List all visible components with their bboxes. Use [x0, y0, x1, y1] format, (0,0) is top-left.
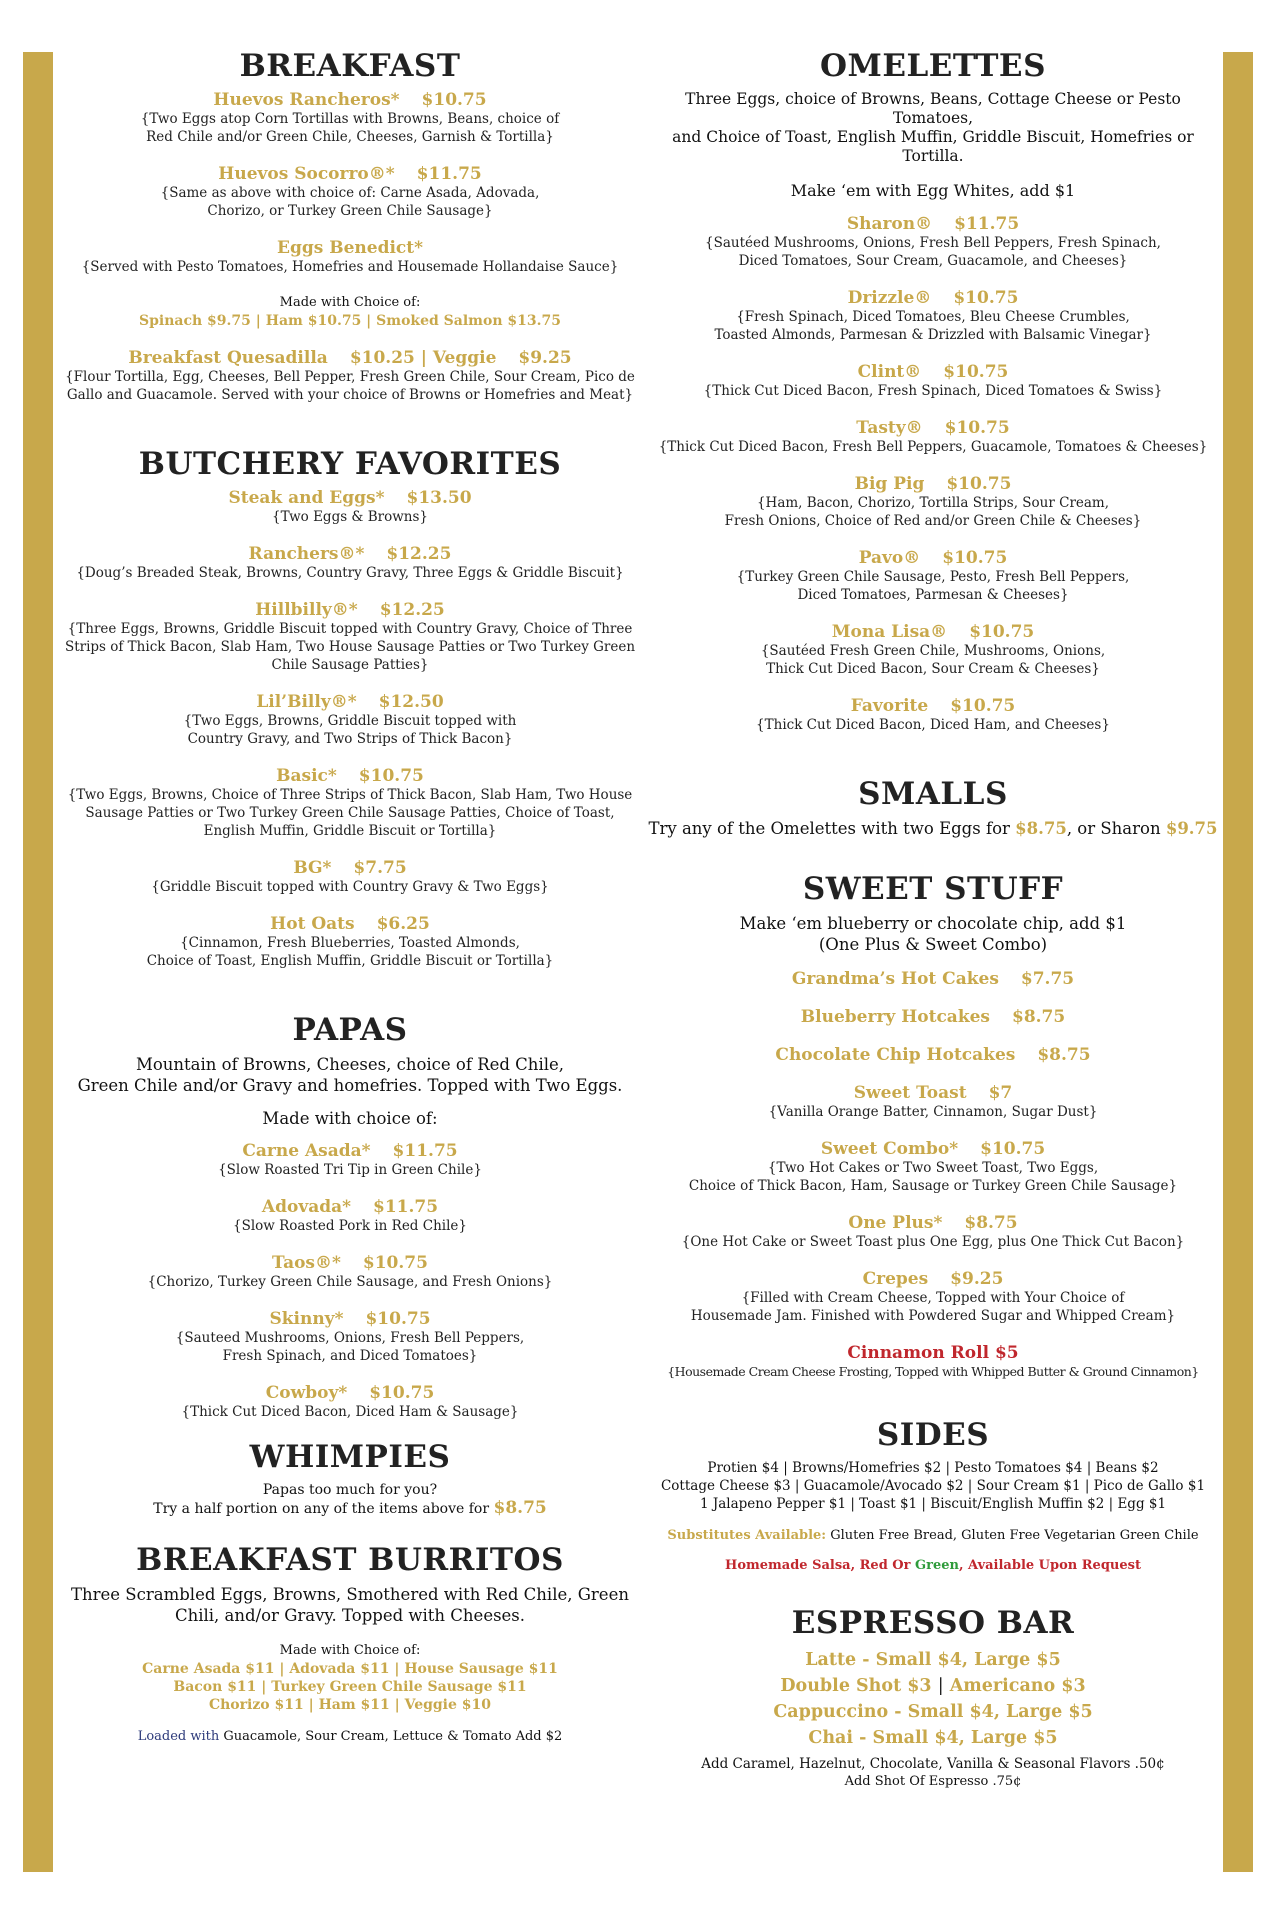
item-title: [60, 488, 640, 508]
sides-section: [648, 1417, 1218, 1575]
item-description: Strips of Thick Bacon, Slab Ham, Two House Sausage Patties or Two Turkey Green: [64, 639, 636, 655]
item-name: Hot Oats: [270, 914, 355, 934]
breakfast-heading: BREAKFAST: [239, 48, 461, 84]
item-description: {Sautéed Fresh Green Chile, Mushrooms, Onions,: [760, 643, 1106, 659]
item-price: $10.75: [362, 1253, 428, 1273]
item-price: $12.25: [386, 544, 452, 564]
item-name: [60, 348, 640, 368]
item-title: [648, 1045, 1218, 1065]
item-price: $10.75: [943, 362, 1009, 382]
item-description: {Two Eggs & Browns}: [271, 509, 429, 525]
papas-made-with: Made with choice of:: [262, 1109, 438, 1128]
papas-section: [60, 1012, 640, 1421]
right-gold-border: [1223, 52, 1253, 1872]
loaded-line: [60, 1728, 640, 1746]
item-name: BG*: [293, 858, 332, 878]
whimpies-price: $8.75: [493, 1498, 547, 1518]
smalls-price1: $8.75: [1015, 819, 1067, 838]
item-name: Ranchers®*: [248, 544, 365, 564]
left-column: [60, 40, 640, 1746]
item-title: [648, 1139, 1218, 1159]
whimpies-line1: Papas too much for you?: [262, 1482, 438, 1498]
item-price: $11.75: [954, 214, 1020, 234]
item-title: [60, 600, 640, 620]
item-name: Taos®*: [272, 1253, 341, 1273]
item-description: {Sauteed Mushrooms, Onions, Fresh Bell Peppers,: [175, 1330, 525, 1346]
item-description: {One Hot Cake or Sweet Toast plus One Egg, plus One Thick Cut Bacon}: [681, 1234, 1185, 1250]
item-name: Grandma’s Hot Cakes: [791, 969, 999, 989]
item-name: Chocolate Chip Hotcakes: [775, 1045, 1016, 1065]
item-title: [648, 362, 1218, 382]
whimpies-line2: [60, 1499, 640, 1518]
benedict-choices: Spinach $9.75 | Ham $10.75 | Smoked Salmon $13.75: [139, 313, 561, 329]
item-description: {Two Eggs, Browns, Griddle Biscuit topped with: [183, 713, 517, 729]
item-name: Clint®: [857, 362, 922, 382]
item-price: $11.75: [373, 1197, 439, 1217]
item-title: [648, 418, 1218, 438]
item-price: $9.25: [950, 1269, 1004, 1289]
sweet-heading: SWEET STUFF: [802, 871, 1064, 907]
item-title: [648, 969, 1218, 989]
flavors-note: Add Caramel, Hazelnut, Chocolate, Vanilla & Seasonal Flavors .50¢: [701, 1756, 1165, 1772]
menu-item: [60, 164, 640, 220]
item-price: $7: [988, 1083, 1013, 1103]
burritos-made-with: Made with Choice of:: [279, 1643, 421, 1658]
shot-line: Double Shot $3 | Americano $3: [780, 1676, 1086, 1696]
item-price: $10.75: [950, 696, 1016, 716]
item-description: Diced Tomatoes, Sour Cream, Guacamole, and Cheeses}: [738, 253, 1128, 269]
menu-item: [648, 969, 1218, 989]
sweet-items: [648, 969, 1218, 1325]
burritos-choices-2: Bacon $11 | Turkey Green Chile Sausage $11: [173, 1679, 527, 1695]
item-title: [648, 288, 1218, 308]
item-description: {Three Eggs, Browns, Griddle Biscuit topped with Country Gravy, Choice of Three: [67, 621, 633, 637]
item-price: $10.75: [969, 622, 1035, 642]
item-name: Mona Lisa®: [831, 622, 948, 642]
item-price: $8.75: [964, 1213, 1018, 1233]
item-name: Cowboy*: [265, 1383, 348, 1403]
left-gold-border: [23, 52, 53, 1872]
menu-item: [60, 914, 640, 970]
item-title: [60, 1309, 640, 1329]
menu-item: [648, 214, 1218, 270]
item-title: [60, 858, 640, 878]
item-name: Sweet Combo*: [820, 1139, 959, 1159]
item-price: $10.75: [942, 548, 1008, 568]
substitutes-label: Substitutes Available:: [667, 1528, 827, 1543]
item-title: [648, 214, 1218, 234]
chai-line: Chai - Small $4, Large $5: [808, 1728, 1058, 1748]
menu-item: [60, 1309, 640, 1365]
menu-item: [60, 1383, 640, 1421]
item-price: $10.75: [946, 474, 1012, 494]
quesadilla-desc-2: Gallo and Guacamole. Served with your choice of Browns or Homefries and Meat}: [66, 387, 634, 403]
item-title: [60, 914, 640, 934]
smalls-line: [648, 818, 1218, 839]
omelettes-intro-1: Three Eggs, choice of Browns, Beans, Cottage Cheese or Pesto Tomatoes,: [685, 90, 1181, 127]
item-price: $10.75: [369, 1383, 435, 1403]
item-description: Chile Sausage Patties}: [271, 657, 429, 673]
item-description: {Thick Cut Diced Bacon, Fresh Spinach, Diced Tomatoes & Swiss}: [703, 383, 1163, 399]
item-name: Tasty®: [856, 418, 923, 438]
item-title: [60, 766, 640, 786]
butchery-heading: BUTCHERY FAVORITES: [138, 446, 562, 482]
item-price: $10.75: [421, 90, 487, 110]
salsa-text-a: Homemade Salsa, Red Or: [725, 1558, 916, 1573]
item-price: $8.75: [1011, 1007, 1066, 1027]
breakfast-choices: [60, 294, 640, 330]
menu-item: [648, 696, 1218, 734]
whimpies-text: Try a half portion on any of the items above for: [153, 1501, 490, 1517]
item-title: [60, 238, 640, 258]
menu-item: [60, 544, 640, 582]
item-description: Fresh Spinach, and Diced Tomatoes}: [222, 1348, 478, 1364]
item-description: {Slow Roasted Tri Tip in Green Chile}: [218, 1162, 482, 1178]
omelettes-section: [648, 48, 1218, 734]
smalls-heading: SMALLS: [858, 776, 1008, 812]
item-name: Sharon®: [846, 214, 933, 234]
menu-item-cinnamon-roll: [648, 1343, 1218, 1381]
menu-item: [60, 238, 640, 276]
menu-item: [60, 1197, 640, 1235]
item-price: $7.75: [353, 858, 407, 878]
papas-intro-1: Mountain of Browns, Cheeses, choice of Red Chile,: [135, 1055, 565, 1074]
item-description: Red Chile and/or Green Chile, Cheeses, Garnish & Tortilla}: [146, 129, 554, 145]
menu-item: [648, 418, 1218, 456]
item-title: [648, 1213, 1218, 1233]
item-name: Hillbilly®*: [255, 600, 358, 620]
menu-item: [648, 1007, 1218, 1027]
item-description: English Muffin, Griddle Biscuit or Tortilla}: [203, 823, 497, 839]
papas-intro-2: Green Chile and/or Gravy and homefries. Topped with Two Eggs.: [77, 1076, 623, 1095]
salsa-text-b: , Available Upon Request: [958, 1558, 1141, 1573]
item-title: [60, 692, 640, 712]
item-title: [648, 548, 1218, 568]
omelettes-heading: OMELETTES: [820, 48, 1046, 84]
item-description: Chorizo, or Turkey Green Chile Sausage}: [207, 203, 493, 219]
burritos-intro-2: Chili, and/or Gravy. Topped with Cheeses.: [174, 1606, 526, 1625]
item-name: Huevos Rancheros*: [213, 90, 400, 110]
breakfast-section: [60, 48, 640, 404]
omelettes-intro-2: and Choice of Toast, English Muffin, Griddle Biscuit, Homefries or Tortilla.: [672, 128, 1194, 165]
item-name: Sweet Toast: [853, 1083, 967, 1103]
item-title: [60, 1253, 640, 1273]
menu-item: [648, 362, 1218, 400]
menu-item: [60, 766, 640, 840]
double-shot: Double Shot $3: [780, 1676, 932, 1696]
menu-item: [648, 1213, 1218, 1251]
item-description: Country Gravy, and Two Strips of Thick Bacon}: [187, 731, 513, 747]
sweet-section: [648, 871, 1218, 1381]
menu-item: [60, 90, 640, 146]
item-title: [648, 696, 1218, 716]
item-description: {Turkey Green Chile Sausage, Pesto, Fresh Bell Peppers,: [736, 569, 1130, 585]
item-description: {Doug’s Breaded Steak, Browns, Country Gravy, Three Eggs & Griddle Biscuit}: [76, 565, 624, 581]
item-price: $11.75: [416, 164, 482, 184]
menu-item: [60, 858, 640, 896]
item-price: $12.50: [378, 692, 444, 712]
item-name: Big Pig: [854, 474, 925, 494]
substitutes-text: Gluten Free Bread, Gluten Free Vegetarian Green Chile: [830, 1528, 1199, 1543]
loaded-label: Loaded with: [137, 1729, 220, 1744]
item-name: Crepes: [862, 1269, 929, 1289]
item-name: Eggs Benedict*: [276, 238, 424, 258]
quesadilla-veggie-price: $9.25: [518, 348, 572, 368]
smalls-price2: $9.75: [1165, 819, 1218, 838]
salsa-green: Green: [915, 1558, 959, 1573]
item-description: {Same as above with choice of: Carne Asada, Adovada,: [160, 185, 540, 201]
loaded-text: Guacamole, Sour Cream, Lettuce & Tomato Add $2: [223, 1729, 563, 1744]
item-price: $10.75: [980, 1139, 1046, 1159]
burritos-choices-1: Carne Asada $11 | Adovada $11 | House Sausage $11: [142, 1661, 558, 1677]
butchery-section: [60, 446, 640, 970]
item-title: [60, 164, 640, 184]
item-price: $10.75: [365, 1309, 431, 1329]
item-description: Housemade Jam. Finished with Powdered Sugar and Whipped Cream}: [690, 1308, 1176, 1324]
item-title: [648, 622, 1218, 642]
item-description: {Two Eggs, Browns, Choice of Three Strips of Thick Bacon, Slab Ham, Two House: [67, 787, 633, 803]
item-name: Lil’Billy®*: [256, 692, 357, 712]
menu-item: [648, 1139, 1218, 1195]
item-name: Pavo®: [858, 548, 921, 568]
item-title: [648, 1083, 1218, 1103]
item-description: {Fresh Spinach, Diced Tomatoes, Bleu Cheese Crumbles,: [736, 309, 1130, 325]
item-description: Fresh Onions, Choice of Red and/or Green Chile & Cheeses}: [724, 513, 1142, 529]
item-description: {Sautéed Mushrooms, Onions, Fresh Bell Peppers, Fresh Spinach,: [705, 235, 1161, 251]
item-name: One Plus*: [848, 1213, 943, 1233]
breakfast-items: [60, 90, 640, 276]
item-description: {Griddle Biscuit topped with Country Gravy & Two Eggs}: [151, 879, 549, 895]
item-price: $12.25: [379, 600, 445, 620]
menu-item: [60, 1253, 640, 1291]
egg-whites-note: Make ‘em with Egg Whites, add $1: [790, 181, 1076, 200]
whimpies-heading: WHIMPIES: [249, 1439, 451, 1475]
substitutes-line: [648, 1527, 1218, 1545]
papas-heading: PAPAS: [292, 1012, 408, 1048]
papas-items: [60, 1141, 640, 1421]
item-title: [60, 90, 640, 110]
item-price: $10.75: [953, 288, 1019, 308]
burritos-section: [60, 1542, 640, 1746]
cappuccino-line: Cappuccino - Small $4, Large $5: [773, 1702, 1093, 1722]
sides-line-1: Protien $4 | Browns/Homefries $2 | Pesto Tomatoes $4 | Beans $2: [707, 1460, 1159, 1476]
item-description: Choice of Toast, English Muffin, Griddle Biscuit or Tortilla}: [146, 953, 554, 969]
item-description: {Vanilla Orange Batter, Cinnamon, Sugar Dust}: [768, 1104, 1098, 1120]
cinnamon-roll-name: Cinnamon Roll $5: [847, 1343, 1019, 1363]
item-name: Steak and Eggs*: [228, 488, 385, 508]
item-price: $13.50: [406, 488, 472, 508]
item-title: [60, 1383, 640, 1403]
menu-item: [648, 622, 1218, 678]
item-name: Huevos Socorro®*: [218, 164, 395, 184]
item-name: Favorite: [850, 696, 929, 716]
item-description: {Thick Cut Diced Bacon, Diced Ham & Sausage}: [181, 1404, 519, 1420]
item-title: [60, 1197, 640, 1217]
sweet-intro-2: (One Plus & Sweet Combo): [818, 935, 1048, 954]
omelette-items: [648, 214, 1218, 734]
espresso-shot-note: Add Shot Of Espresso .75¢: [844, 1774, 1022, 1789]
americano: Americano $3: [949, 1676, 1086, 1696]
burritos-heading: BREAKFAST BURRITOS: [136, 1542, 564, 1578]
sweet-intro-1: Make ‘em blueberry or chocolate chip, add $1: [739, 914, 1127, 933]
smalls-section: [648, 776, 1218, 839]
cinnamon-roll-desc: {Housemade Cream Cheese Frosting, Topped with Whipped Butter & Ground Cinnamon}: [667, 1364, 1199, 1379]
burritos-choices-3: Chorizo $11 | Ham $11 | Veggie $10: [208, 1697, 492, 1713]
item-description: Sausage Patties or Two Turkey Green Chile Sausage Patties, Choice of Toast,: [85, 805, 615, 821]
item-name: Blueberry Hotcakes: [800, 1007, 990, 1027]
item-price: $8.75: [1037, 1045, 1091, 1065]
item-price: $10.75: [358, 766, 424, 786]
menu-item: [648, 1269, 1218, 1325]
butchery-items: [60, 488, 640, 970]
menu-item: [648, 288, 1218, 344]
item-description: {Cinnamon, Fresh Blueberries, Toasted Almonds,: [180, 935, 520, 951]
whimpies-section: [60, 1439, 640, 1518]
espresso-heading: ESPRESSO BAR: [791, 1605, 1075, 1641]
menu-item: [60, 488, 640, 526]
item-title: [60, 1141, 640, 1161]
right-column: [648, 40, 1218, 1791]
item-name: Adovada*: [261, 1197, 352, 1217]
salsa-line: [648, 1557, 1218, 1575]
sides-heading: SIDES: [876, 1417, 990, 1453]
item-price: $6.25: [376, 914, 430, 934]
sides-line-2: Cottage Cheese $3 | Guacamole/Avocado $2 | Sour Cream $1 | Pico de Gallo $1: [660, 1478, 1206, 1494]
burritos-intro-1: Three Scrambled Eggs, Browns, Smothered with Red Chile, Green: [71, 1585, 629, 1604]
item-name: Carne Asada*: [242, 1141, 371, 1161]
menu-item-quesadilla: [60, 348, 640, 404]
item-description: {Slow Roasted Pork in Red Chile}: [233, 1218, 467, 1234]
item-price: $10.75: [944, 418, 1010, 438]
menu-item: [60, 1141, 640, 1179]
menu-item: [60, 600, 640, 674]
item-description: Toasted Almonds, Parmesan & Drizzled with Balsamic Vinegar}: [714, 327, 1152, 343]
item-description: {Filled with Cream Cheese, Topped with Your Choice of: [741, 1290, 1125, 1306]
quesadilla-price: $10.25 | Veggie: [349, 348, 497, 368]
item-title: [648, 474, 1218, 494]
item-description: Diced Tomatoes, Parmesan & Cheeses}: [797, 587, 1069, 603]
item-name: Drizzle®: [847, 288, 932, 308]
item-price: $11.75: [392, 1141, 458, 1161]
made-with-label: Made with Choice of:: [279, 295, 421, 310]
item-name: Basic*: [276, 766, 337, 786]
espresso-section: [648, 1605, 1218, 1791]
menu-item: [648, 1083, 1218, 1121]
menu-item: [60, 692, 640, 748]
item-description: {Thick Cut Diced Bacon, Fresh Bell Peppers, Guacamole, Tomatoes & Cheeses}: [658, 439, 1208, 455]
item-title: [648, 1007, 1218, 1027]
menu-item: [648, 474, 1218, 530]
item-description: {Chorizo, Turkey Green Chile Sausage, and Fresh Onions}: [147, 1274, 553, 1290]
sides-line-3: 1 Jalapeno Pepper $1 | Toast $1 | Biscuit/English Muffin $2 | Egg $1: [699, 1496, 1167, 1512]
item-description: {Two Eggs atop Corn Tortillas with Browns, Beans, choice of: [140, 111, 560, 127]
item-name: Skinny*: [269, 1309, 344, 1329]
quesadilla-name: Breakfast Quesadilla: [128, 348, 328, 368]
smalls-text1: Try any of the Omelettes with two Eggs for: [648, 819, 1010, 838]
quesadilla-desc-1: {Flour Tortilla, Egg, Cheeses, Bell Pepper, Fresh Green Chile, Sour Cream, Pico de: [65, 369, 635, 385]
item-description: {Thick Cut Diced Bacon, Diced Ham, and Cheeses}: [756, 717, 1110, 733]
item-description: Thick Cut Diced Bacon, Sour Cream & Cheeses}: [766, 661, 1100, 677]
item-description: Choice of Thick Bacon, Ham, Sausage or Turkey Green Chile Sausage}: [688, 1178, 1178, 1194]
item-title: [60, 544, 640, 564]
item-description: {Ham, Bacon, Chorizo, Tortilla Strips, Sour Cream,: [756, 495, 1110, 511]
menu-item: [648, 1045, 1218, 1065]
item-title: [648, 1269, 1218, 1289]
latte-line: Latte - Small $4, Large $5: [805, 1650, 1061, 1670]
smalls-text2: , or Sharon: [1066, 819, 1161, 838]
item-description: {Two Hot Cakes or Two Sweet Toast, Two Eggs,: [767, 1160, 1099, 1176]
menu-item: [648, 548, 1218, 604]
item-description: {Served with Pesto Tomatoes, Homefries and Housemade Hollandaise Sauce}: [81, 259, 619, 275]
item-price: $7.75: [1020, 969, 1075, 989]
